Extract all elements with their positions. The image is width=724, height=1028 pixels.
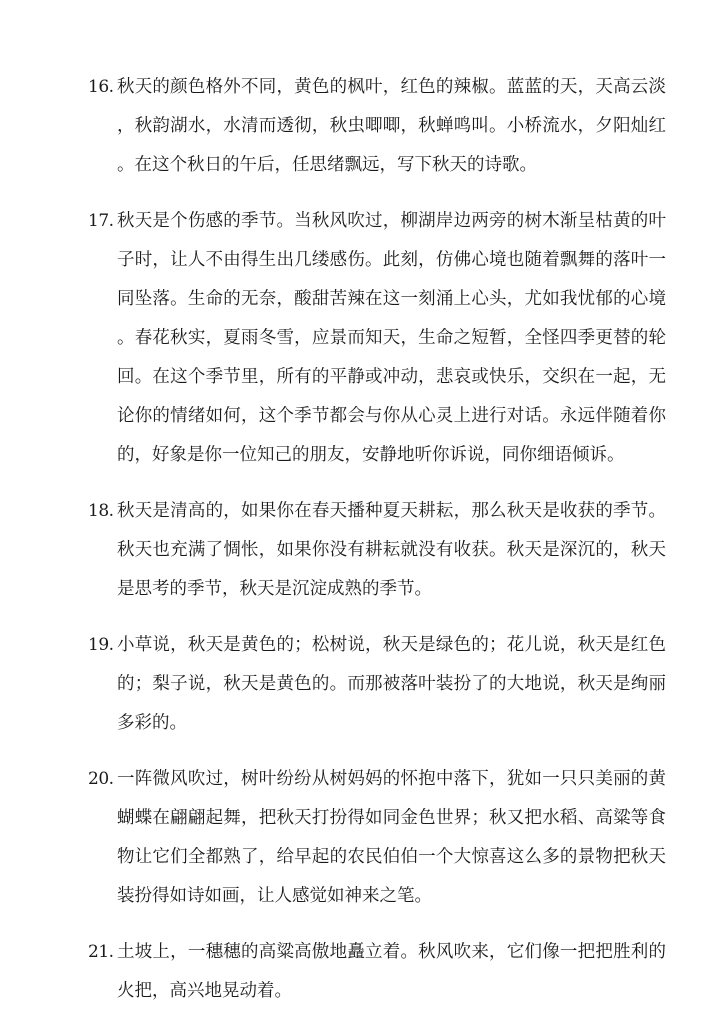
list-item-18 [88,492,666,609]
item-number: 17. [88,211,114,231]
item-text: 秋天是个伤感的季节。当秋风吹过，柳湖岸边两旁的树木渐呈枯黄的叶子时，让人不由得生出几缕感伤。此刻，仿佛心境也随着飘舞的落叶一同坠落。生命的无奈，酸甜苦辣在这一刻涌上心头，尤如我忧郁的心境。春花秋实，夏雨冬雪，应景而知天，生命之短暂，全怪四季更替的轮回。在这个季节里，所有的平静或冲动，悲哀或快乐，交织在一起，无论你的情绪如何，这个季节都会与你从心灵上进行对话。永远伴随着你的，好象是你一位知己的朋友，安静地听你诉说，同你细语倾诉。 [117,211,666,465]
item-number: 16. [88,77,114,97]
list-item-16 [88,68,666,185]
item-text: 一阵微风吹过，树叶纷纷从树妈妈的怀抱中落下，犹如一只只美丽的黄蝴蝶在翩翩起舞，把秋天打扮得如同金色世界；秋又把水稻、高粱等食物让它们全都熟了，给早起的农民伯伯一个大惊喜这么多的景物把秋天装扮得如诗如画，让人感觉如神来之笔。 [117,769,666,906]
item-number: 21. [88,942,114,962]
list-item-20 [88,760,666,916]
item-text: 秋天的颜色格外不同，黄色的枫叶，红色的辣椒。蓝蓝的天，天高云淡，秋韵湖水，水清而透彻，秋虫唧唧，秋蝉鸣叫。小桥流水，夕阳灿红。在这个秋日的午后，任思绪飘远，写下秋天的诗歌。 [117,77,666,175]
list-item-17 [88,202,666,475]
item-text: 土坡上，一穗穗的高粱高傲地矗立着。秋风吹来，它们像一把把胜利的火把，高兴地晃动着。 [117,942,666,1001]
list-item-19 [88,626,666,743]
item-text: 小草说，秋天是黄色的；松树说，秋天是绿色的；花儿说，秋天是红色的；梨子说，秋天是黄色的。而那被落叶装扮了的大地说，秋天是绚丽多彩的。 [117,635,666,733]
item-number: 20. [88,769,114,789]
list-item-21 [88,933,666,1011]
item-number: 19. [88,635,114,655]
item-text: 秋天是清高的，如果你在春天播种夏天耕耘，那么秋天是收获的季节。秋天也充满了惆怅，如果你没有耕耘就没有收获。秋天是深沉的，秋天是思考的季节，秋天是沉淀成熟的季节。 [117,501,666,599]
document-page [88,68,666,1028]
item-number: 18. [88,501,114,521]
